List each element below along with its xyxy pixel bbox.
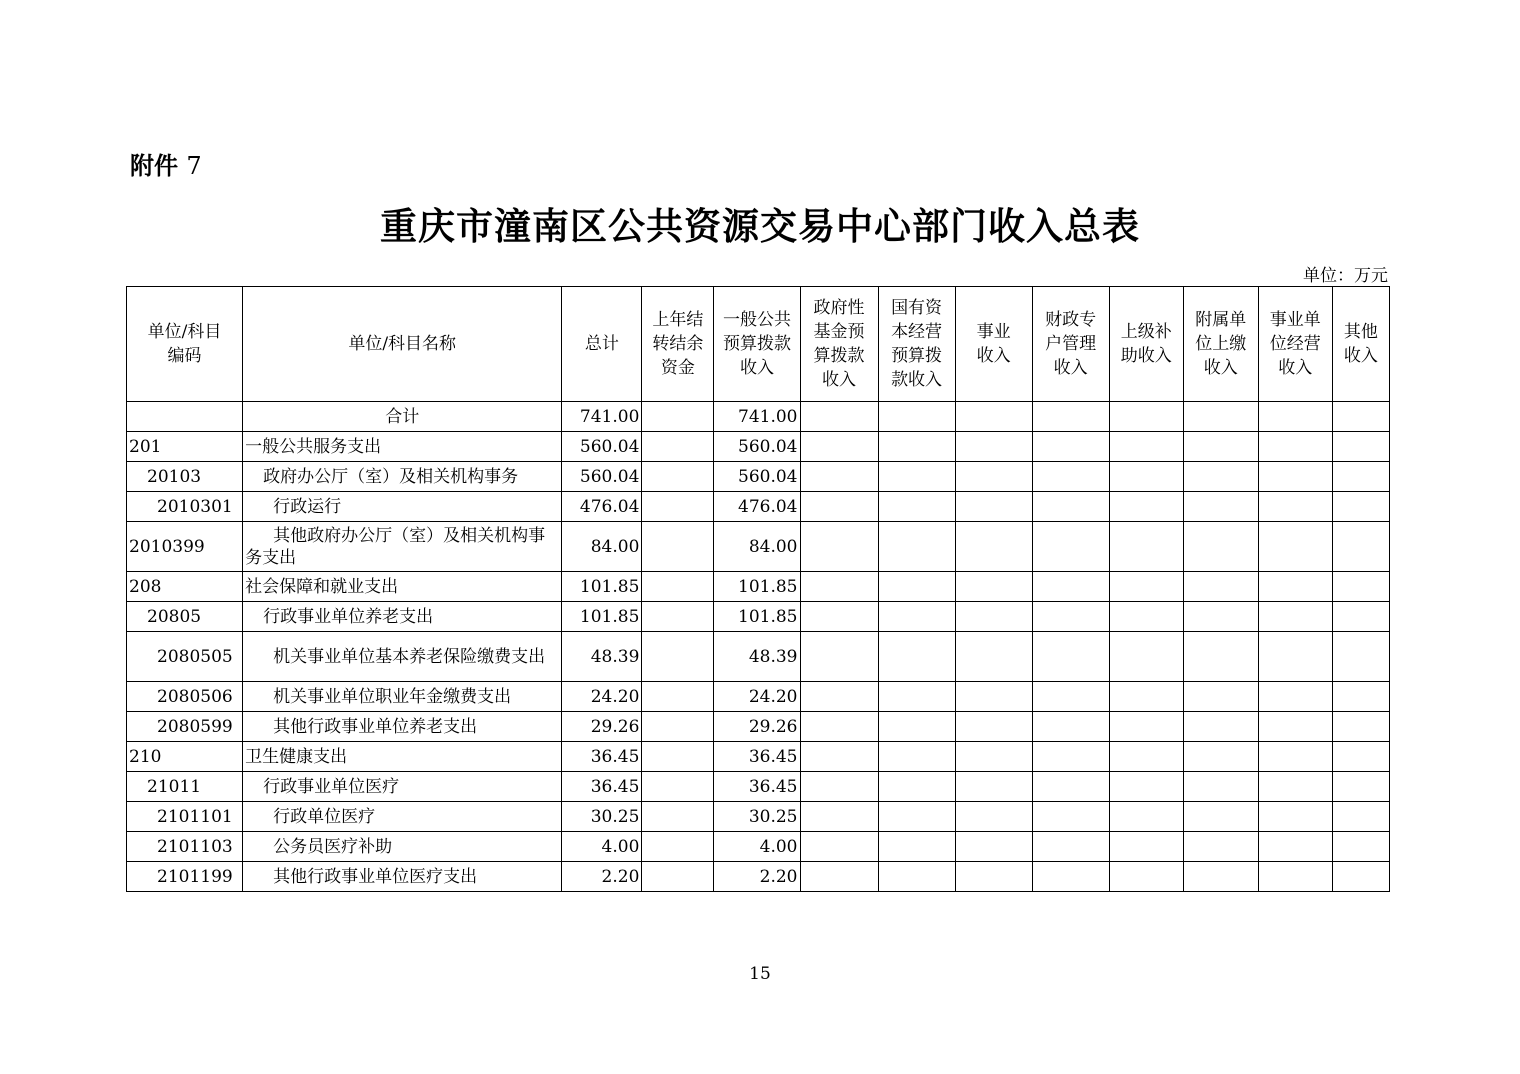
amount-cell-gov-fund bbox=[800, 462, 878, 492]
amount-cell-fiscal-account bbox=[1032, 492, 1109, 522]
table-row bbox=[127, 742, 1390, 772]
amount-cell-business-income bbox=[955, 802, 1032, 832]
amount-cell-fiscal-account bbox=[1032, 832, 1109, 862]
page-title: 重庆市潼南区公共资源交易中心部门收入总表 bbox=[380, 204, 1140, 248]
table-row bbox=[127, 862, 1390, 892]
amount-cell-carryover bbox=[642, 492, 714, 522]
amount-cell-other bbox=[1332, 832, 1389, 862]
amount-cell-business-income bbox=[955, 522, 1032, 572]
column-header bbox=[1332, 287, 1389, 402]
page-number: 15 bbox=[749, 964, 771, 984]
amount-cell-total: 36.45 bbox=[562, 742, 642, 772]
amount-cell-fiscal-account bbox=[1032, 712, 1109, 742]
column-header bbox=[878, 287, 955, 402]
amount-cell-affiliated-remit bbox=[1183, 832, 1258, 862]
amount-cell-superior-subsidy bbox=[1109, 462, 1183, 492]
amount-cell-gov-fund bbox=[800, 602, 878, 632]
attachment-label bbox=[130, 146, 202, 181]
amount-cell-business-operation bbox=[1258, 572, 1332, 602]
amount-cell-carryover bbox=[642, 772, 714, 802]
table-row bbox=[127, 602, 1390, 632]
column-header bbox=[714, 287, 800, 402]
subject-code-cell: 2101103 bbox=[127, 832, 243, 862]
amount-cell-general-budget: 48.39 bbox=[714, 632, 800, 682]
column-header-line: 本经营 bbox=[891, 322, 943, 342]
amount-cell-business-operation bbox=[1258, 802, 1332, 832]
amount-cell-business-operation bbox=[1258, 602, 1332, 632]
amount-cell-superior-subsidy bbox=[1109, 682, 1183, 712]
column-header-line: 基金预 bbox=[813, 322, 865, 342]
amount-cell-state-capital bbox=[878, 632, 955, 682]
subject-name-cell: 行政单位医疗 bbox=[243, 802, 562, 832]
column-header-line: 单位/科目名称 bbox=[348, 334, 457, 354]
amount-cell-business-operation bbox=[1258, 492, 1332, 522]
subject-code-cell: 21011 bbox=[127, 772, 243, 802]
amount-cell-general-budget: 101.85 bbox=[714, 572, 800, 602]
amount-cell-state-capital bbox=[878, 492, 955, 522]
amount-cell-carryover bbox=[642, 802, 714, 832]
column-header-line: 预算拨款 bbox=[722, 334, 791, 354]
column-header-line: 收入 bbox=[1203, 358, 1238, 378]
column-header bbox=[642, 287, 714, 402]
amount-cell-other bbox=[1332, 572, 1389, 602]
amount-cell-general-budget: 24.20 bbox=[714, 682, 800, 712]
amount-cell-state-capital bbox=[878, 742, 955, 772]
amount-cell-other bbox=[1332, 742, 1389, 772]
amount-cell-general-budget: 36.45 bbox=[714, 742, 800, 772]
amount-cell-business-income bbox=[955, 572, 1032, 602]
amount-cell-business-income bbox=[955, 682, 1032, 712]
amount-cell-carryover bbox=[642, 832, 714, 862]
amount-cell-superior-subsidy bbox=[1109, 522, 1183, 572]
subject-code-cell: 20805 bbox=[127, 602, 243, 632]
column-header-line: 编码 bbox=[167, 346, 202, 366]
subject-code-cell: 2080599 bbox=[127, 712, 243, 742]
amount-cell-state-capital bbox=[878, 712, 955, 742]
amount-cell-other bbox=[1332, 862, 1389, 892]
amount-cell-fiscal-account bbox=[1032, 572, 1109, 602]
amount-cell-affiliated-remit bbox=[1183, 632, 1258, 682]
amount-cell-gov-fund bbox=[800, 862, 878, 892]
column-header-line: 收入 bbox=[822, 370, 857, 390]
amount-cell-state-capital bbox=[878, 402, 955, 432]
column-header-line: 财政专 bbox=[1045, 310, 1097, 330]
amount-cell-business-operation bbox=[1258, 432, 1332, 462]
amount-cell-affiliated-remit bbox=[1183, 712, 1258, 742]
amount-cell-general-budget: 476.04 bbox=[714, 492, 800, 522]
amount-cell-state-capital bbox=[878, 602, 955, 632]
amount-cell-carryover bbox=[642, 572, 714, 602]
amount-cell-total: 560.04 bbox=[562, 432, 642, 462]
column-header-line: 款收入 bbox=[891, 370, 943, 390]
table-row bbox=[127, 772, 1390, 802]
column-header-line: 位上缴 bbox=[1195, 334, 1247, 354]
amount-cell-other bbox=[1332, 772, 1389, 802]
column-header-line: 一般公共 bbox=[722, 310, 791, 330]
amount-cell-total: 24.20 bbox=[562, 682, 642, 712]
amount-cell-fiscal-account bbox=[1032, 432, 1109, 462]
amount-cell-fiscal-account bbox=[1032, 402, 1109, 432]
subject-code-cell: 2080505 bbox=[127, 632, 243, 682]
amount-cell-total: 84.00 bbox=[562, 522, 642, 572]
amount-cell-general-budget: 101.85 bbox=[714, 602, 800, 632]
column-header-line: 收入 bbox=[976, 346, 1011, 366]
subject-name-cell: 政府办公厅（室）及相关机构事务 bbox=[243, 462, 562, 492]
amount-cell-business-operation bbox=[1258, 862, 1332, 892]
amount-cell-fiscal-account bbox=[1032, 682, 1109, 712]
subject-code-cell: 2101101 bbox=[127, 802, 243, 832]
amount-cell-affiliated-remit bbox=[1183, 462, 1258, 492]
amount-cell-total: 741.00 bbox=[562, 402, 642, 432]
amount-cell-other bbox=[1332, 432, 1389, 462]
subject-name-cell: 机关事业单位基本养老保险缴费支出 bbox=[243, 632, 562, 682]
amount-cell-carryover bbox=[642, 862, 714, 892]
amount-cell-state-capital bbox=[878, 572, 955, 602]
amount-cell-gov-fund bbox=[800, 492, 878, 522]
amount-cell-carryover bbox=[642, 682, 714, 712]
amount-cell-fiscal-account bbox=[1032, 522, 1109, 572]
column-header-line: 收入 bbox=[1343, 346, 1378, 366]
column-header bbox=[127, 287, 243, 402]
column-header-line: 户管理 bbox=[1045, 334, 1097, 354]
amount-cell-carryover bbox=[642, 432, 714, 462]
amount-cell-state-capital bbox=[878, 522, 955, 572]
amount-cell-affiliated-remit bbox=[1183, 682, 1258, 712]
amount-cell-fiscal-account bbox=[1032, 802, 1109, 832]
amount-cell-state-capital bbox=[878, 832, 955, 862]
amount-cell-affiliated-remit bbox=[1183, 492, 1258, 522]
subject-code-cell: 20103 bbox=[127, 462, 243, 492]
column-header-line: 转结余 bbox=[652, 334, 704, 354]
table-row bbox=[127, 402, 1390, 432]
amount-cell-gov-fund bbox=[800, 742, 878, 772]
amount-cell-business-income bbox=[955, 632, 1032, 682]
column-header bbox=[1258, 287, 1332, 402]
amount-cell-general-budget: 741.00 bbox=[714, 402, 800, 432]
column-header-line: 预算拨 bbox=[891, 346, 943, 366]
column-header bbox=[562, 287, 642, 402]
amount-cell-affiliated-remit bbox=[1183, 432, 1258, 462]
header-row bbox=[127, 287, 1390, 402]
column-header-line: 事业 bbox=[976, 322, 1011, 342]
amount-cell-general-budget: 30.25 bbox=[714, 802, 800, 832]
amount-cell-total: 48.39 bbox=[562, 632, 642, 682]
amount-cell-carryover bbox=[642, 632, 714, 682]
amount-cell-gov-fund bbox=[800, 632, 878, 682]
table-row bbox=[127, 682, 1390, 712]
amount-cell-gov-fund bbox=[800, 682, 878, 712]
amount-cell-total: 2.20 bbox=[562, 862, 642, 892]
amount-cell-superior-subsidy bbox=[1109, 772, 1183, 802]
subject-name-cell: 行政事业单位养老支出 bbox=[243, 602, 562, 632]
attachment-number: 7 bbox=[186, 152, 202, 180]
amount-cell-state-capital bbox=[878, 862, 955, 892]
amount-cell-affiliated-remit bbox=[1183, 522, 1258, 572]
amount-cell-fiscal-account bbox=[1032, 462, 1109, 492]
amount-cell-affiliated-remit bbox=[1183, 742, 1258, 772]
amount-cell-business-operation bbox=[1258, 742, 1332, 772]
amount-cell-superior-subsidy bbox=[1109, 832, 1183, 862]
table-row bbox=[127, 522, 1390, 572]
column-header bbox=[800, 287, 878, 402]
column-header-line: 单位/科目 bbox=[147, 322, 222, 342]
amount-cell-state-capital bbox=[878, 432, 955, 462]
amount-cell-state-capital bbox=[878, 772, 955, 802]
amount-cell-other bbox=[1332, 602, 1389, 632]
amount-cell-business-income bbox=[955, 402, 1032, 432]
column-header-line: 其他 bbox=[1343, 322, 1378, 342]
subject-code-cell: 210 bbox=[127, 742, 243, 772]
amount-cell-business-income bbox=[955, 742, 1032, 772]
column-header-line: 资金 bbox=[660, 358, 695, 378]
amount-cell-superior-subsidy bbox=[1109, 712, 1183, 742]
amount-cell-total: 101.85 bbox=[562, 602, 642, 632]
column-header-line: 总计 bbox=[584, 334, 619, 354]
amount-cell-affiliated-remit bbox=[1183, 862, 1258, 892]
subject-code-cell: 2010399 bbox=[127, 522, 243, 572]
amount-cell-business-operation bbox=[1258, 712, 1332, 742]
amount-cell-total: 36.45 bbox=[562, 772, 642, 802]
column-header-line: 算拨款 bbox=[813, 346, 865, 366]
amount-cell-gov-fund bbox=[800, 772, 878, 802]
amount-cell-carryover bbox=[642, 522, 714, 572]
amount-cell-business-operation bbox=[1258, 832, 1332, 862]
column-header-line: 助收入 bbox=[1120, 346, 1172, 366]
amount-cell-gov-fund bbox=[800, 432, 878, 462]
subject-name-cell: 其他行政事业单位养老支出 bbox=[243, 712, 562, 742]
amount-cell-business-income bbox=[955, 462, 1032, 492]
amount-cell-other bbox=[1332, 522, 1389, 572]
amount-cell-superior-subsidy bbox=[1109, 402, 1183, 432]
amount-cell-carryover bbox=[642, 742, 714, 772]
attachment-text: 附件 bbox=[130, 152, 178, 180]
table-row bbox=[127, 492, 1390, 522]
amount-cell-gov-fund bbox=[800, 402, 878, 432]
amount-cell-business-operation bbox=[1258, 522, 1332, 572]
subject-code-cell: 2080506 bbox=[127, 682, 243, 712]
amount-cell-business-operation bbox=[1258, 632, 1332, 682]
subject-name-cell: 行政事业单位医疗 bbox=[243, 772, 562, 802]
amount-cell-other bbox=[1332, 402, 1389, 432]
column-header bbox=[1032, 287, 1109, 402]
amount-cell-affiliated-remit bbox=[1183, 802, 1258, 832]
subject-name-cell: 机关事业单位职业年金缴费支出 bbox=[243, 682, 562, 712]
amount-cell-superior-subsidy bbox=[1109, 492, 1183, 522]
subject-code-cell: 2010301 bbox=[127, 492, 243, 522]
amount-cell-state-capital bbox=[878, 802, 955, 832]
table-row bbox=[127, 432, 1390, 462]
amount-cell-business-operation bbox=[1258, 402, 1332, 432]
amount-cell-carryover bbox=[642, 462, 714, 492]
amount-cell-superior-subsidy bbox=[1109, 742, 1183, 772]
amount-cell-other bbox=[1332, 462, 1389, 492]
amount-cell-general-budget: 560.04 bbox=[714, 432, 800, 462]
column-header-line: 收入 bbox=[739, 358, 774, 378]
column-header-line: 上年结 bbox=[652, 310, 704, 330]
amount-cell-superior-subsidy bbox=[1109, 632, 1183, 682]
column-header bbox=[1109, 287, 1183, 402]
subject-name-cell: 行政运行 bbox=[243, 492, 562, 522]
column-header-line: 国有资 bbox=[891, 298, 943, 318]
amount-cell-business-income bbox=[955, 602, 1032, 632]
amount-cell-general-budget: 36.45 bbox=[714, 772, 800, 802]
amount-cell-general-budget: 560.04 bbox=[714, 462, 800, 492]
column-header-line: 上级补 bbox=[1120, 322, 1172, 342]
amount-cell-gov-fund bbox=[800, 572, 878, 602]
amount-cell-business-income bbox=[955, 832, 1032, 862]
amount-cell-superior-subsidy bbox=[1109, 572, 1183, 602]
amount-cell-gov-fund bbox=[800, 802, 878, 832]
table-row bbox=[127, 572, 1390, 602]
subject-code-cell: 201 bbox=[127, 432, 243, 462]
amount-cell-general-budget: 4.00 bbox=[714, 832, 800, 862]
amount-cell-state-capital bbox=[878, 462, 955, 492]
subject-code-cell bbox=[127, 402, 243, 432]
amount-cell-total: 476.04 bbox=[562, 492, 642, 522]
column-header bbox=[1183, 287, 1258, 402]
amount-cell-business-income bbox=[955, 712, 1032, 742]
subject-code-cell: 208 bbox=[127, 572, 243, 602]
column-header-line: 收入 bbox=[1053, 358, 1088, 378]
amount-cell-carryover bbox=[642, 602, 714, 632]
amount-cell-business-operation bbox=[1258, 682, 1332, 712]
amount-cell-gov-fund bbox=[800, 712, 878, 742]
amount-cell-superior-subsidy bbox=[1109, 432, 1183, 462]
column-header bbox=[243, 287, 562, 402]
amount-cell-fiscal-account bbox=[1032, 862, 1109, 892]
table-row bbox=[127, 802, 1390, 832]
amount-cell-other bbox=[1332, 682, 1389, 712]
amount-cell-other bbox=[1332, 802, 1389, 832]
amount-cell-affiliated-remit bbox=[1183, 572, 1258, 602]
column-header-line: 附属单 bbox=[1195, 310, 1247, 330]
amount-cell-business-operation bbox=[1258, 772, 1332, 802]
amount-cell-superior-subsidy bbox=[1109, 862, 1183, 892]
amount-cell-affiliated-remit bbox=[1183, 602, 1258, 632]
amount-cell-superior-subsidy bbox=[1109, 602, 1183, 632]
amount-cell-total: 101.85 bbox=[562, 572, 642, 602]
amount-cell-general-budget: 29.26 bbox=[714, 712, 800, 742]
income-summary-table bbox=[126, 286, 1390, 892]
amount-cell-state-capital bbox=[878, 682, 955, 712]
column-header-line: 收入 bbox=[1278, 358, 1313, 378]
subject-name-cell: 合计 bbox=[243, 402, 562, 432]
amount-cell-business-income bbox=[955, 432, 1032, 462]
unit-label: 单位：万元 bbox=[1303, 266, 1388, 286]
subject-name-cell: 一般公共服务支出 bbox=[243, 432, 562, 462]
subject-name-cell: 其他政府办公厅（室）及相关机构事务支出 bbox=[243, 522, 562, 572]
amount-cell-fiscal-account bbox=[1032, 632, 1109, 682]
column-header bbox=[955, 287, 1032, 402]
amount-cell-superior-subsidy bbox=[1109, 802, 1183, 832]
amount-cell-total: 30.25 bbox=[562, 802, 642, 832]
column-header-line: 事业单 bbox=[1269, 310, 1321, 330]
subject-name-cell: 社会保障和就业支出 bbox=[243, 572, 562, 602]
amount-cell-fiscal-account bbox=[1032, 602, 1109, 632]
amount-cell-affiliated-remit bbox=[1183, 772, 1258, 802]
amount-cell-business-operation bbox=[1258, 462, 1332, 492]
amount-cell-total: 4.00 bbox=[562, 832, 642, 862]
amount-cell-general-budget: 84.00 bbox=[714, 522, 800, 572]
amount-cell-carryover bbox=[642, 402, 714, 432]
column-header-line: 政府性 bbox=[813, 298, 865, 318]
table-row bbox=[127, 712, 1390, 742]
table-row bbox=[127, 832, 1390, 862]
subject-name-cell: 其他行政事业单位医疗支出 bbox=[243, 862, 562, 892]
amount-cell-gov-fund bbox=[800, 522, 878, 572]
amount-cell-carryover bbox=[642, 712, 714, 742]
table-row bbox=[127, 632, 1390, 682]
table-body bbox=[127, 402, 1390, 892]
amount-cell-business-income bbox=[955, 862, 1032, 892]
amount-cell-other bbox=[1332, 492, 1389, 522]
table-row bbox=[127, 462, 1390, 492]
amount-cell-gov-fund bbox=[800, 832, 878, 862]
subject-name-cell: 公务员医疗补助 bbox=[243, 832, 562, 862]
amount-cell-business-income bbox=[955, 492, 1032, 522]
subject-name-cell: 卫生健康支出 bbox=[243, 742, 562, 772]
amount-cell-fiscal-account bbox=[1032, 742, 1109, 772]
amount-cell-fiscal-account bbox=[1032, 772, 1109, 802]
amount-cell-general-budget: 2.20 bbox=[714, 862, 800, 892]
amount-cell-other bbox=[1332, 632, 1389, 682]
subject-code-cell: 2101199 bbox=[127, 862, 243, 892]
amount-cell-business-income bbox=[955, 772, 1032, 802]
column-header-line: 位经营 bbox=[1269, 334, 1321, 354]
amount-cell-total: 560.04 bbox=[562, 462, 642, 492]
amount-cell-total: 29.26 bbox=[562, 712, 642, 742]
amount-cell-affiliated-remit bbox=[1183, 402, 1258, 432]
amount-cell-other bbox=[1332, 712, 1389, 742]
